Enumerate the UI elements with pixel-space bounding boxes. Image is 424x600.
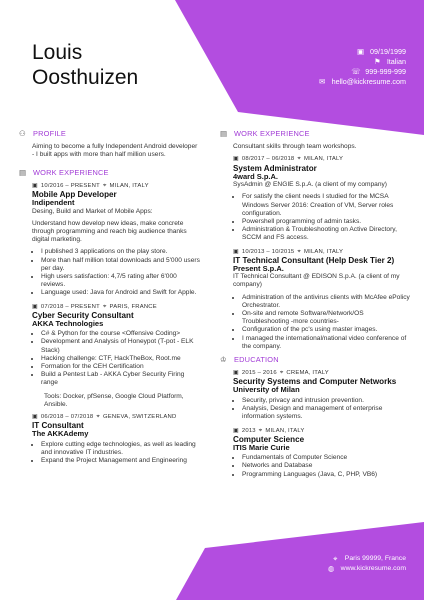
profile-text: Aiming to become a fully Independent Android developer - I built apps with more than half million users. <box>32 143 198 159</box>
bullet-item: • I published 3 applications on the play store. <box>41 248 201 256</box>
location-pin-icon: ⌖ <box>279 370 284 377</box>
work-intro: Consultant skills through team workshops. <box>233 143 357 151</box>
phone-icon: ☏ <box>351 67 361 76</box>
bullet-item: • For satisfy the client needs I studied for the MCSA Windows Server 2016: Creation of VM, Server roles configuration. <box>242 193 410 218</box>
degree-title: Computer Science <box>233 434 305 444</box>
location-pin-icon: ⌖ <box>258 427 263 434</box>
briefcase-icon: ▤ <box>19 167 27 177</box>
email-row <box>318 77 406 87</box>
last-name: Oosthuizen <box>32 66 139 89</box>
bullet-item: • Hacking challenge: CTF, HackTheBox, Root.me <box>41 355 201 363</box>
bullet-list <box>233 454 410 479</box>
calendar-icon: ▣ <box>233 248 239 255</box>
entry-location: MILAN, ITALY <box>304 156 344 163</box>
location-pin-icon: ⌖ <box>96 414 100 421</box>
job-entry <box>32 182 201 298</box>
location-pin-icon: ⌖ <box>333 554 338 563</box>
bullet-item: • Programming Languages (Java, C, PHP, VB6) <box>242 471 410 479</box>
education-list <box>220 369 410 479</box>
entry-location: MILAN, ITALY <box>109 182 149 189</box>
birth-row <box>318 47 406 57</box>
right-column <box>220 130 410 484</box>
bullet-item: • Powershell programming of admin tasks. <box>242 218 410 226</box>
calendar-icon: ▣ <box>233 156 239 163</box>
entry-dates: 2013 <box>241 427 256 434</box>
nationality: Italian <box>386 57 406 66</box>
website-row <box>327 564 406 574</box>
entry-description: SysAdmin @ ENGIE S.p.A. (a client of my company) <box>233 181 388 189</box>
bullet-list <box>32 441 201 466</box>
location-pin-icon: ⌖ <box>102 303 107 310</box>
job-entry <box>32 413 201 465</box>
location-pin-icon: ⌖ <box>102 182 107 189</box>
phone-row <box>318 67 406 77</box>
website: www.kickresume.com <box>340 565 406 572</box>
bullet-item: • C# & Python for the course <Offensive Coding> <box>41 330 201 338</box>
job-title: IT Technical Consultant (Help Desk Tier 2) <box>233 255 395 265</box>
location-pin-icon: ⌖ <box>297 248 301 255</box>
education-entry <box>233 427 410 479</box>
bullet-item: • High users satisfaction: 4,7/5 rating after 6'000 reviews. <box>41 273 201 289</box>
entry-description: IT Technical Consultant @ EDISON S.p.A. (a client of my company) <box>233 273 400 289</box>
degree-title: Security Systems and Computer Networks <box>233 377 397 387</box>
bullet-item: • Explore cutting edge technologies, as well as leading and innovative IT industries. <box>41 441 201 457</box>
entry-meta <box>32 303 201 311</box>
school-name: University of Milan <box>233 385 300 395</box>
job-entry <box>233 155 410 242</box>
nationality-row <box>318 57 406 67</box>
contact-block <box>318 47 406 87</box>
entry-meta <box>32 413 201 421</box>
entry-dates: 06/2018 – 07/2018 <box>40 414 94 421</box>
right-jobs <box>233 155 410 351</box>
phone: 999-999-999 <box>365 67 406 76</box>
bullet-item: • More than half million total downloads and 5'000 users per day. <box>41 257 201 273</box>
address: Paris 99999, France <box>344 555 406 562</box>
bullet-list <box>233 397 410 422</box>
entry-location: PARIS, FRANCE <box>109 303 157 310</box>
bullet-item: • Development and Analysis of Honeypot (T-pot - ELK Stack) <box>41 338 201 354</box>
job-entry <box>233 248 410 352</box>
graduation-cap-icon: ♔ <box>220 355 227 365</box>
bullet-item: • Fundamentals of Computer Science <box>242 454 410 462</box>
school-name: ITIS Marie Curie <box>233 442 290 452</box>
candidate-name <box>32 40 138 90</box>
bullet-item: • Formation for the CEH Certification <box>41 363 201 371</box>
entry-dates: 2015 – 2016 <box>241 370 277 377</box>
calendar-icon: ▣ <box>356 47 365 56</box>
entry-dates: 08/2017 – 06/2018 <box>241 156 295 163</box>
bullet-item: • On-site and remote Software/Network/OS Troubleshooting -more countries- <box>242 310 410 326</box>
bullet-item: • I managed the international/national video conference of the company. <box>242 335 410 351</box>
entry-meta <box>233 369 410 377</box>
bullet-list <box>32 248 201 297</box>
left-jobs <box>19 182 201 466</box>
company-name: 4ward S.p.A. <box>233 171 279 181</box>
bullet-list <box>233 294 410 351</box>
address-row <box>327 554 406 564</box>
footer-contact <box>327 554 406 574</box>
job-title: System Administrator <box>233 163 317 173</box>
entry-dates: 07/2018 – PRESENT <box>40 303 100 310</box>
entry-dates: 10/2016 – PRESENT <box>40 182 100 189</box>
flag-icon: ⚑ <box>373 57 381 66</box>
work-heading-left: ▤ WORK EXPERIENCE <box>19 167 109 177</box>
bullet-item: • Administration & Troubleshooting on Active Directory, SCCM and FS access. <box>242 226 410 242</box>
job-title: IT Consultant <box>32 421 84 431</box>
bullet-item: • Expand the Project Management and Engineering <box>41 457 201 465</box>
bullet-list <box>233 193 410 242</box>
bullet-item: • Administration of the antivirus clients with McAfee ePolicy Orchestrator. <box>242 294 410 310</box>
bullet-item: • Security, privacy and intrusion prevention. <box>242 397 410 405</box>
left-column <box>19 130 201 470</box>
calendar-icon: ▣ <box>32 182 38 189</box>
entry-tools: Tools: Docker, pfSense, Google Cloud Platform, Ansible. <box>44 392 184 408</box>
email: hello@kickresume.com <box>331 77 406 86</box>
entry-location: CREMA, ITALY <box>286 370 329 377</box>
entry-description: Desing, Build and Market of Mobile Apps: <box>32 207 153 215</box>
company-name: The AKKAdemy <box>32 429 89 439</box>
bullet-item: • Networks and Database <box>242 462 410 470</box>
entry-meta <box>233 155 410 163</box>
calendar-icon: ▣ <box>233 427 239 434</box>
calendar-icon: ▣ <box>32 303 38 310</box>
entry-meta <box>233 248 410 256</box>
entry-description: Understand how develop new ideas, make concrete through programming and reach big audience thanks digital marketing. <box>32 219 187 244</box>
first-name: Louis <box>32 41 83 64</box>
job-title: Mobile App Developer <box>32 190 117 200</box>
entry-meta <box>233 427 410 435</box>
company-name: Indipendent <box>32 198 75 208</box>
bullet-item: • Language used: Java for Android and Swift for Apple. <box>41 289 201 297</box>
profile-heading: ⚇ PROFILE <box>19 129 67 138</box>
company-name: Present S.p.A. <box>233 263 284 273</box>
work-heading-right: ▤ WORK EXPERIENCE <box>220 129 310 138</box>
education-heading: ♔ EDUCATION <box>220 355 279 365</box>
briefcase-icon: ▤ <box>220 129 228 138</box>
bullet-item: • Build a Pentest Lab - AKKA Cyber Security Firing range <box>41 371 201 387</box>
entry-meta <box>32 182 201 190</box>
job-entry <box>32 303 201 410</box>
location-pin-icon: ⌖ <box>297 156 301 163</box>
calendar-icon: ▣ <box>233 370 239 377</box>
bullet-item: • Configuration of the pc's using master images. <box>242 326 410 334</box>
globe-icon: ◍ <box>327 564 335 573</box>
company-name: AKKA Technologies <box>32 318 104 328</box>
envelope-icon: ✉ <box>318 77 326 86</box>
job-title: Cyber Security Consultant <box>32 310 134 320</box>
entry-dates: 10/2013 – 10/2015 <box>241 248 295 255</box>
user-icon: ⚇ <box>19 129 26 138</box>
education-entry <box>233 369 410 421</box>
bullet-list <box>32 330 201 387</box>
birth-date: 09/19/1999 <box>370 47 406 56</box>
calendar-icon: ▣ <box>32 414 38 421</box>
bullet-item: • Analysis, Design and management of enterprise information systems. <box>242 405 410 421</box>
entry-location: GENEVA, SWITZERLAND <box>103 414 177 421</box>
entry-location: MILAN, ITALY <box>265 427 305 434</box>
entry-location: MILAN, ITALY <box>304 248 344 255</box>
